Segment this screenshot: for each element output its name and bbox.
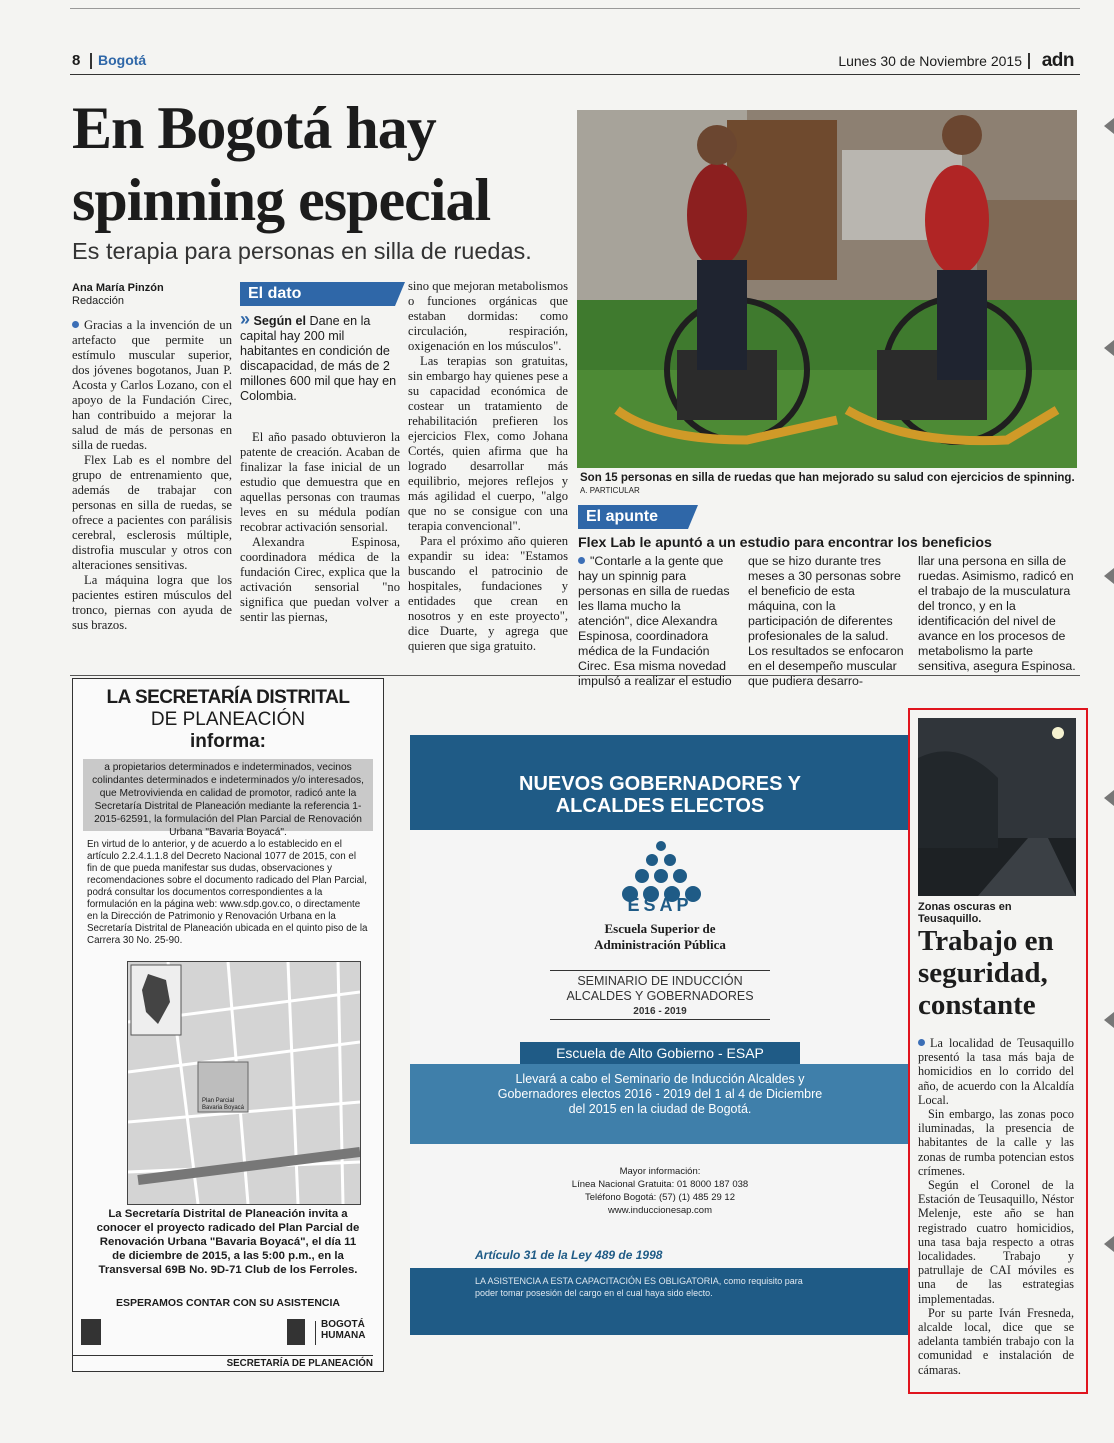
esap-title-line-2: ALCALDES ELECTOS (555, 795, 765, 817)
paragraph: Según el Coronel de la Estación de Teusaquillo, Néstor Melenje, este año se han registrado cuatro homicidios, una tasa baja respecto a otras localidades. Trabajo y patrullaje de CAI móviles es una de las estrategias implementadas. (918, 1178, 1074, 1306)
seminar-line-1: SEMINARIO DE INDUCCIÓN (577, 974, 743, 988)
apunte-headline: Flex Lab le apuntó a un estudio para encontrar los beneficios (578, 535, 992, 551)
scan-edge-mark (1104, 1012, 1114, 1028)
sdp-map (127, 961, 361, 1205)
esap-school-name (410, 921, 910, 953)
esap-info (410, 1165, 910, 1217)
scan-edge-mark (1104, 340, 1114, 356)
side-article-body (918, 1036, 1074, 1377)
sdp-closing: ESPERAMOS CONTAR CON SU ASISTENCIA (115, 1297, 341, 1309)
dato-text: Dane en la capital hay 200 mil habitantes en condición de discapacidad, de más de 2 millones 600 mil que hay en Colombia. (240, 314, 397, 403)
sdp-logos (81, 1319, 375, 1349)
esap-title (410, 773, 910, 817)
apunte-title: El apunte (586, 508, 659, 525)
sdp-gray-box: a propietarios determinados e indeterminados, vecinos colindantes determinados e indeterminados y/o interesados, que Metrovivienda en calidad de promotor, radicó ante la Secretaría Distrital de Planeación mediante la referencia 1-2015-62591, la formulación del Plan Parcial de Renovación Urbana "Bavaria Boyacá". (83, 759, 373, 831)
caption-text: Son 15 personas en silla de ruedas que han mejorado su salud con ejercicios de spinning. (580, 472, 1075, 484)
sdp-invite: La Secretaría Distrital de Planeación invita a conocer el proyecto radicado del Plan Parcial de Renovación Urbana "Bavaria Boyacá", el día 11 de diciembre de 2015, a las 5:00 p.m., en la Transversal 69B No. 9D-71 Club de los Ferroles. (96, 1208, 360, 1276)
side-headline-line-2: seguridad, (918, 957, 1048, 989)
map-label: Plan Parcial Bavaria Boyacá (202, 1098, 245, 1111)
subtitle: Es terapia para personas en silla de ruedas. (72, 238, 532, 264)
section-name: Bogotá (98, 52, 147, 68)
author-name: Ana María Pinzón (72, 282, 164, 294)
issue-date: Lunes 30 de Noviembre 2015 (838, 53, 1022, 69)
article-column-2 (240, 430, 400, 625)
scan-edge-mark (1104, 790, 1114, 806)
sdp-title (73, 687, 383, 753)
photo-caption (580, 472, 1077, 496)
coat-of-arms-icon (81, 1319, 101, 1345)
bullet-icon (72, 321, 79, 328)
paragraph: La máquina logra que los pacientes estiren músculos del tronco, piernas con ayuda de sus brazos. (72, 573, 232, 632)
esap-notice: LA ASISTENCIA A ESTA CAPACITACIÓN ES OBLIGATORIA, como requisito para poder tomar posesión del cargo en el cual haya sido electo. (475, 1276, 803, 1298)
teusaquillo-night-photo (918, 718, 1076, 896)
author-role: Redacción (72, 295, 124, 307)
byline (72, 282, 232, 308)
bullet-icon (918, 1039, 925, 1046)
seminar-title (550, 970, 770, 1020)
esap-ad (410, 735, 910, 1335)
esap-banner: Escuela de Alto Gobierno - ESAP (520, 1042, 800, 1064)
paragraph: Sin embargo, las zonas poco iluminadas, la presencia de habitantes de la calle y las zonas de rumba potencian estos crímenes. (918, 1107, 1074, 1178)
info-phone-national: Línea Nacional Gratuita: 01 8000 187 038 (571, 1179, 749, 1190)
apunte-column-1 (578, 554, 738, 689)
esap-title-line-1: NUEVOS GOBERNADORES Y (519, 773, 801, 795)
esap-logo-word: ESAP (627, 895, 693, 915)
section-rule (70, 675, 1080, 676)
seminar-years: 2016 - 2019 (550, 1004, 770, 1020)
bullet-icon (578, 557, 585, 564)
headline-line-1: En Bogotá hay (72, 95, 436, 161)
apunte-column-2: que se hizo durante tres meses a 30 personas sobre el beneficio de esta máquina, con la participación de diferentes profesionales de la salud. Los resultados se enfocaron en el desempeño muscular que pudiera desarro- (748, 554, 904, 688)
paragraph: Las terapias son gratuitas, sin embargo hay quienes pese a su capacidad económica de costear un tratamiento de rehabilitación prefieren los ejercicios Flex, como Johana Cortés, quien afirma que ha logrado desarrollar más equilibrio, mejores reflejos y más agilidad el cuerpo, "algo que no se consigue con una terapia convencional". (408, 354, 568, 533)
dato-title: El dato (248, 285, 302, 302)
page-number: 8 (72, 52, 81, 69)
map-illustration (128, 962, 360, 1204)
seminar-line-2: ALCALDES Y GOBERNADORES (566, 989, 754, 1003)
coat-of-arms-icon (287, 1319, 305, 1345)
apunte-column-3: llar una persona en silla de ruedas. Asimismo, radicó en el trabajo de la musculatura del tronco, y en la identificación del nivel de avance en los procesos de metabolismo la parte sensitiva, asegura Espinosa. (918, 554, 1076, 673)
photo-illustration (577, 110, 1077, 468)
photo-credit: A. PARTICULAR (580, 486, 640, 495)
section-divider (90, 53, 92, 69)
paragraph: Alexandra Espinosa, coordinadora médica de la fundación Cirec, explica que la activación sensorial "no significa que puedan volver a sentir las piernas, (240, 535, 400, 624)
article-column-1 (72, 318, 232, 633)
apunte-box-accent (688, 505, 698, 529)
headline (72, 92, 582, 236)
paragraph: Gracias a la invención de un artefacto que permite un estímulo muscular superior, dos jóvenes bogotanos, Juan P. Acosta y Carlos Lozano, con el apoyo de la Fundación Cirec, han contribuido a mejorar la salud de más de personas en silla de ruedas. (72, 318, 232, 452)
paragraph: El año pasado obtuvieron la patente de creación. Acaban de finalizar la fase inicial de un estudio que demuestra que en aquellas personas con traumas leves en su médula podían recobrar activación sensorial. (240, 430, 400, 534)
apunte-text: "Contarle a la gente que hay un spinnig para personas en silla de ruedas les llama mucho la atención", dice Alexandra Espinosa, coordinadora médica de la Fundación Cirec. Esa misma novedad impulsó a realizar el estudio (578, 554, 732, 688)
info-title: Mayor información: (619, 1166, 701, 1177)
dato-lead: Según el (253, 314, 306, 328)
sdp-notice (72, 678, 384, 1372)
scan-edge-mark (1104, 568, 1114, 584)
school-line-1: Escuela Superior de (604, 921, 716, 936)
side-headline-line-3: constante (918, 989, 1036, 1021)
wheelchair-spinning-photo (577, 110, 1077, 468)
side-headline-line-1: Trabajo en (918, 925, 1054, 957)
paragraph: Para el próximo año quieren expandir su idea: "Estamos buscando el patrocinio de hospitales, fundaciones y entidades que crean en nosotros y en este proyecto", dice Duarte, y agrega que quieren que siga gratuito. (408, 534, 568, 653)
scan-edge-mark (1104, 118, 1114, 134)
top-rule (70, 8, 1080, 9)
dato-box-accent (395, 282, 405, 306)
brand-logo: adn (1041, 50, 1074, 71)
info-website: www.induccionesap.com (607, 1205, 713, 1216)
sdp-title-line-2: DE PLANEACIÓN (150, 709, 306, 730)
sdp-title-line-3: informa: (190, 731, 266, 752)
paragraph: Por su parte Iván Fresneda, alcalde local, dice que se adelanta también trabajo con la comunidad e instalación de cámaras. (918, 1305, 1074, 1377)
bogota-humana-logo: BOGOTÁ HUMANA (321, 1319, 366, 1341)
sdp-body: En virtud de lo anterior, y de acuerdo a lo establecido en el artículo 2.2.4.1.1.8 del Decreto Nacional 1077 de 2015, con el fin de que pueda manifestar sus dudas, observaciones y recomendaciones sobre el documento radicado del Plan Parcial, podrá consultar los documentos correspondientes a la formulación en la página web: www.sdp.gov.co, o directamente en la Dirección de Patrimonio y Renovación Urbana en la Secretaría Distrital de Planeación ubicada en el quinto piso de la Carrera 30 No. 25-90. (87, 839, 368, 946)
esap-law: Artículo 31 de la Ley 489 de 1998 (475, 1248, 663, 1262)
dato-box (240, 309, 400, 404)
page-header (72, 50, 1078, 72)
paragraph: La localidad de Teusaquillo presentó la tasa más baja de homicidios en lo corrido del año, de acuerdo con la Alcaldía Local. (918, 1036, 1074, 1107)
headline-line-2: spinning especial (72, 167, 491, 233)
sdp-footer: SECRETARÍA DE PLANEACIÓN (73, 1355, 373, 1369)
sdp-title-line-1: LA SECRETARÍA DISTRITAL (106, 687, 350, 708)
side-photo-caption: Zonas oscuras en Teusaquillo. (918, 901, 1012, 925)
school-line-2: Administración Pública (594, 937, 726, 952)
scan-edge-mark (1104, 1236, 1114, 1252)
apunte-box-header (578, 505, 688, 529)
esap-event-text: Llevará a cabo el Seminario de Inducción Alcaldes y Gobernadores electos 2016 - 2019 del 1 al 4 de Diciembre del 2015 en la ciudad de Bogotá. (497, 1072, 823, 1116)
logo-divider (315, 1321, 316, 1345)
side-headline (918, 925, 1076, 1021)
chevron-right-icon: » (240, 309, 251, 329)
article-column-3 (408, 279, 568, 654)
brand-divider (1028, 53, 1030, 69)
dato-box-header (240, 282, 395, 306)
paragraph: sino que mejoran metabolismos o funciones orgánicas que estaban dormidas: como circulación, respiración, oxigenación en los músculos". (408, 279, 568, 353)
info-phone-bogota: Teléfono Bogotá: (57) (1) 485 29 12 (585, 1192, 735, 1203)
header-rule (70, 74, 1080, 75)
paragraph: Flex Lab es el nombre del grupo de entrenamiento que, además de trabajar con personas en silla de ruedas, se ofrece a pacientes con parálisis cerebral, esclerosis múltiple, distrofia muscular y otros con alteraciones sensitivas. (72, 453, 232, 572)
